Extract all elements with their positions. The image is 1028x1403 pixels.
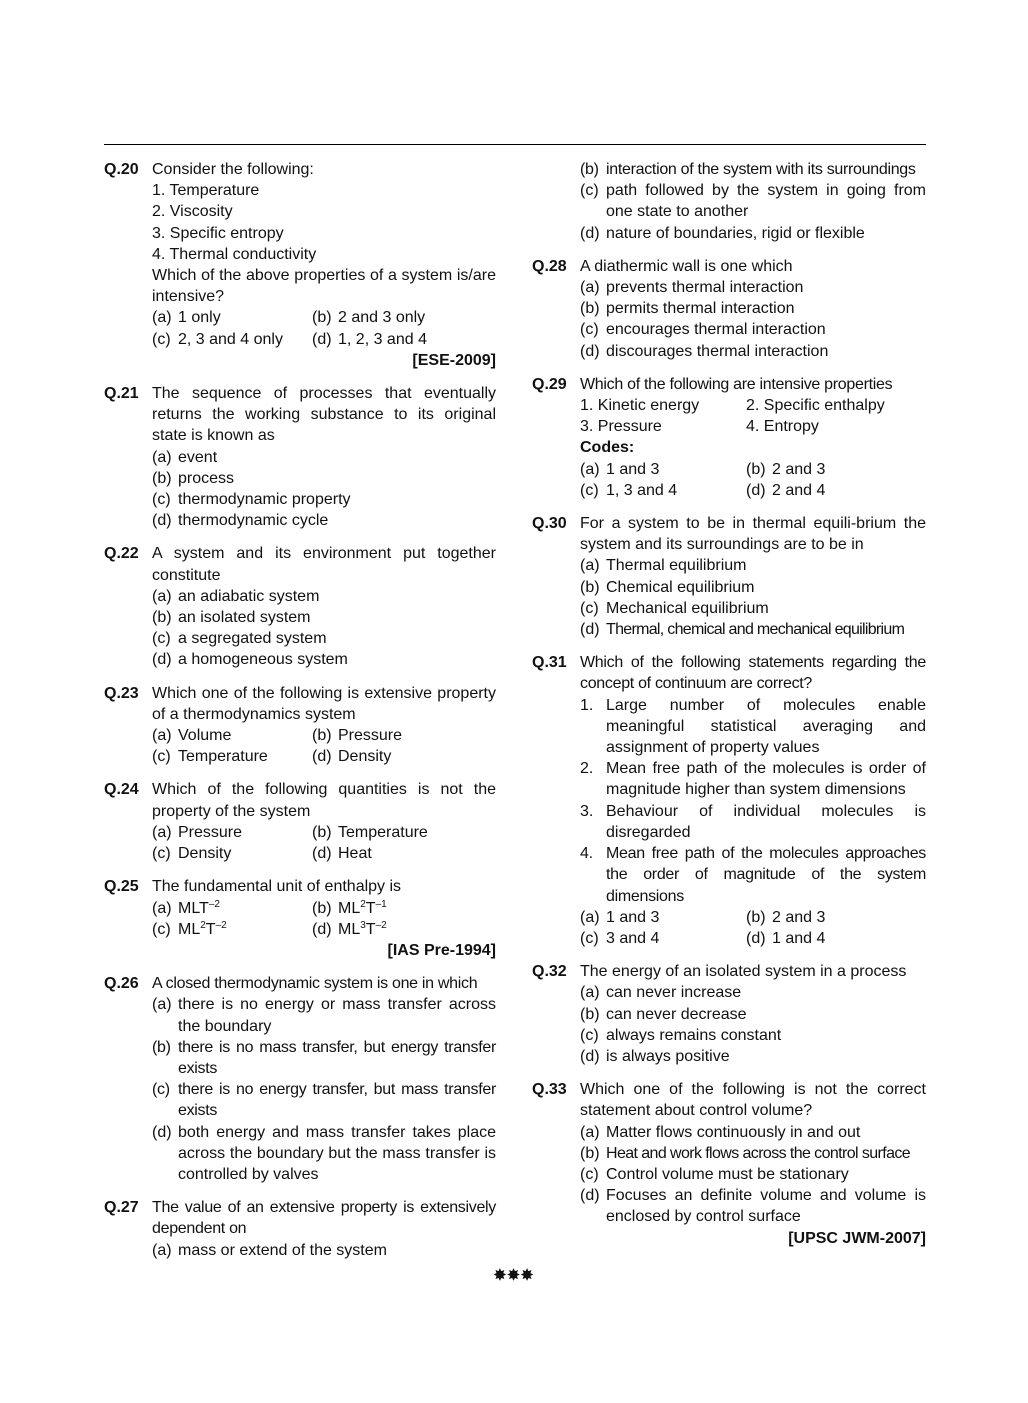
exam-source: [UPSC JWM-2007] [788,1229,926,1247]
exam-source: [IAS Pre-1994] [387,941,496,959]
question-27-continued [532,159,926,244]
list-item: 4. Thermal conductivity [152,245,317,263]
question-stem: The fundamental unit of enthalpy is [152,878,402,896]
option-a: (a) $MLT^{-2}$ [152,898,220,917]
statement-2: 2. Mean free path of the molecules is order of magnitude higher than system dimensions [580,760,926,799]
option-pair [152,898,496,919]
option-a: (a) event [152,448,218,466]
option-d: (d) 1 and 4 [746,929,826,947]
option-pair [152,843,496,864]
question-33 [532,1079,926,1249]
option-b: (b) 2 and 3 [746,908,826,926]
option-d: (d) a homogeneous system [152,651,348,669]
question-20 [104,159,496,371]
option-a: (a) an adiabatic system [152,587,320,605]
option-d: (d) both energy and mass transfer takes place across the boundary but the mass transfer is controlled by valves [152,1123,496,1183]
codes-label: Codes: [580,439,635,457]
question-number: Q.32 [532,963,567,981]
list-item: 1. Temperature [152,182,260,200]
question-number: Q.25 [104,878,139,896]
exam-source: [ESE-2009] [412,351,496,369]
question-21 [104,383,496,531]
question-25 [104,876,496,961]
question-number: Q.27 [104,1199,139,1217]
option-b: (b) interaction of the system with its surroundings [580,161,916,178]
question-stem: A diathermic wall is one which [580,257,793,275]
option-c: (c) thermodynamic property [152,491,351,509]
question-28 [532,256,926,362]
option-c: (c) 2, 3 and 4 only [152,330,283,348]
option-c: (c) a segregated system [152,630,327,648]
option-a: (a) mass or extend of the system [152,1241,387,1259]
end-of-section-mark: ✸✸✸ [493,1267,535,1284]
option-pair [152,746,496,767]
option-c: (c) Density [152,845,232,863]
option-d: (d) Heat [312,845,372,863]
option-a: (a) Pressure [152,823,243,841]
option-d: (d) is always positive [580,1047,730,1065]
option-a: (a) Matter flows continuously in and out [580,1123,861,1141]
option-b: (b) an isolated system [152,609,311,627]
list-item: 2. Specific enthalpy [746,397,885,415]
option-d: (d) $ML^3T^{-2}$ [312,919,387,938]
question-stem: A closed thermodynamic system is one in which [152,975,478,993]
option-a: (a) 1 and 3 [580,460,660,478]
question-stem: For a system to be in thermal equili-brium the system and its surroundings are to be in [580,515,926,554]
statement-1: 1. Large number of molecules enable meaningful statistical averaging and assignment of property values [580,696,926,757]
question-stem: Which of the following statements regarding the concept of continuum are correct? [580,654,926,693]
list-item: 2. Viscosity [152,203,233,221]
option-pair [580,928,926,949]
option-b: (b) $ML^2T^{-1}$ [312,898,387,917]
option-c: (c) Mechanical equilibrium [580,599,769,617]
option-b: (b) permits thermal interaction [580,300,795,318]
question-stem: Which one of the following is not the correct statement about control volume? [580,1081,926,1120]
right-column [532,159,926,1261]
question-number: Q.31 [532,654,567,672]
option-d: (d) Density [312,748,392,766]
list-item: 3. Pressure [580,418,662,436]
option-pair [580,907,926,928]
header-rule [104,144,926,145]
option-a: (a) Volume [152,727,232,745]
option-c: (c) encourages thermal interaction [580,321,826,339]
list-item: 1. Kinetic energy [580,397,700,415]
question-prompt: Which of the above properties of a system is/are intensive? [152,267,496,306]
question-number: Q.23 [104,684,139,702]
question-22 [104,543,496,670]
option-b: (b) there is no mass transfer, but energy transfer exists [152,1038,496,1077]
option-c: (c) there is no energy transfer, but mass transfer exists [152,1081,496,1120]
question-number: Q.28 [532,257,567,275]
option-c: (c) always remains constant [580,1026,782,1044]
question-number: Q.24 [104,781,139,799]
option-d: (d) 2 and 4 [746,481,826,499]
option-pair [152,822,496,843]
question-number: Q.33 [532,1081,567,1099]
question-stem: The value of an extensive property is extensively dependent on [152,1199,496,1238]
question-30 [532,513,926,640]
option-a: (a) can never increase [580,984,742,1002]
option-c: (c) $ML^2T^{-2}$ [152,919,227,938]
question-stem: Which of the following quantities is not the property of the system [152,781,496,820]
question-number: Q.22 [104,545,139,563]
list-item: 4. Entropy [746,418,819,436]
question-23 [104,683,496,768]
option-c: (c) 3 and 4 [580,929,660,947]
option-pair [152,919,496,940]
option-b: (b) 2 and 3 only [312,309,426,327]
option-pair [152,307,496,328]
option-d: (d) nature of boundaries, rigid or flexible [580,224,865,242]
question-number: Q.29 [532,375,567,393]
option-a: (a) Thermal equilibrium [580,557,747,575]
question-stem: Consider the following: [152,161,314,178]
option-b: (b) can never decrease [580,1005,747,1023]
option-b: (b) process [152,469,235,487]
option-d: (d) Focuses an definite volume and volume is enclosed by control surface [580,1187,926,1226]
question-32 [532,961,926,1067]
question-27 [104,1197,496,1261]
option-b: (b) Heat and work flows across the control surface [580,1144,911,1162]
option-d: (d) discourages thermal interaction [580,342,829,360]
statement-4: 4. Mean free path of the molecules approaches the order of magnitude of the system dimensions [580,845,926,905]
option-b: (b) Pressure [312,727,403,745]
list-item: 3. Specific entropy [152,224,284,242]
question-stem: The sequence of processes that eventually returns the working substance to its original state is known as [152,385,496,445]
statement-pair [580,395,926,416]
option-c: (c) 1, 3 and 4 [580,481,678,499]
option-b: (b) Chemical equilibrium [580,578,755,596]
option-a: (a) 1 and 3 [580,908,660,926]
question-stem: Which of the following are intensive properties [580,375,893,393]
question-stem: A system and its environment put together constitute [152,545,496,584]
question-number: Q.20 [104,161,139,178]
question-stem: Which one of the following is extensive property of a thermodynamics system [152,684,496,723]
option-d: (d) thermodynamic cycle [152,512,329,530]
option-d: (d) 1, 2, 3 and 4 [312,330,427,348]
question-number: Q.26 [104,975,139,993]
option-pair [152,725,496,746]
option-pair [152,329,496,350]
question-24 [104,779,496,864]
option-a: (a) there is no energy or mass transfer across the boundary [152,996,496,1035]
statement-3: 3. Behaviour of individual molecules is disregarded [580,802,926,841]
statement-pair [580,416,926,437]
option-c: (c) path followed by the system in going from one state to another [580,182,926,221]
question-29 [532,374,926,501]
option-b: (b) Temperature [312,823,428,841]
option-d: (d) Thermal, chemical and mechanical equilibrium [580,621,905,639]
option-b: (b) 2 and 3 [746,460,826,478]
left-column [104,159,496,1273]
question-31 [532,652,926,949]
option-c: (c) Temperature [152,748,268,766]
option-a: (a) 1 only [152,309,221,327]
option-c: (c) Control volume must be stationary [580,1165,849,1183]
option-pair [580,480,926,501]
option-pair [580,459,926,480]
question-26 [104,973,496,1185]
option-a: (a) prevents thermal interaction [580,279,804,297]
question-number: Q.30 [532,515,567,533]
question-stem: The energy of an isolated system in a process [580,963,907,981]
question-number: Q.21 [104,385,139,403]
